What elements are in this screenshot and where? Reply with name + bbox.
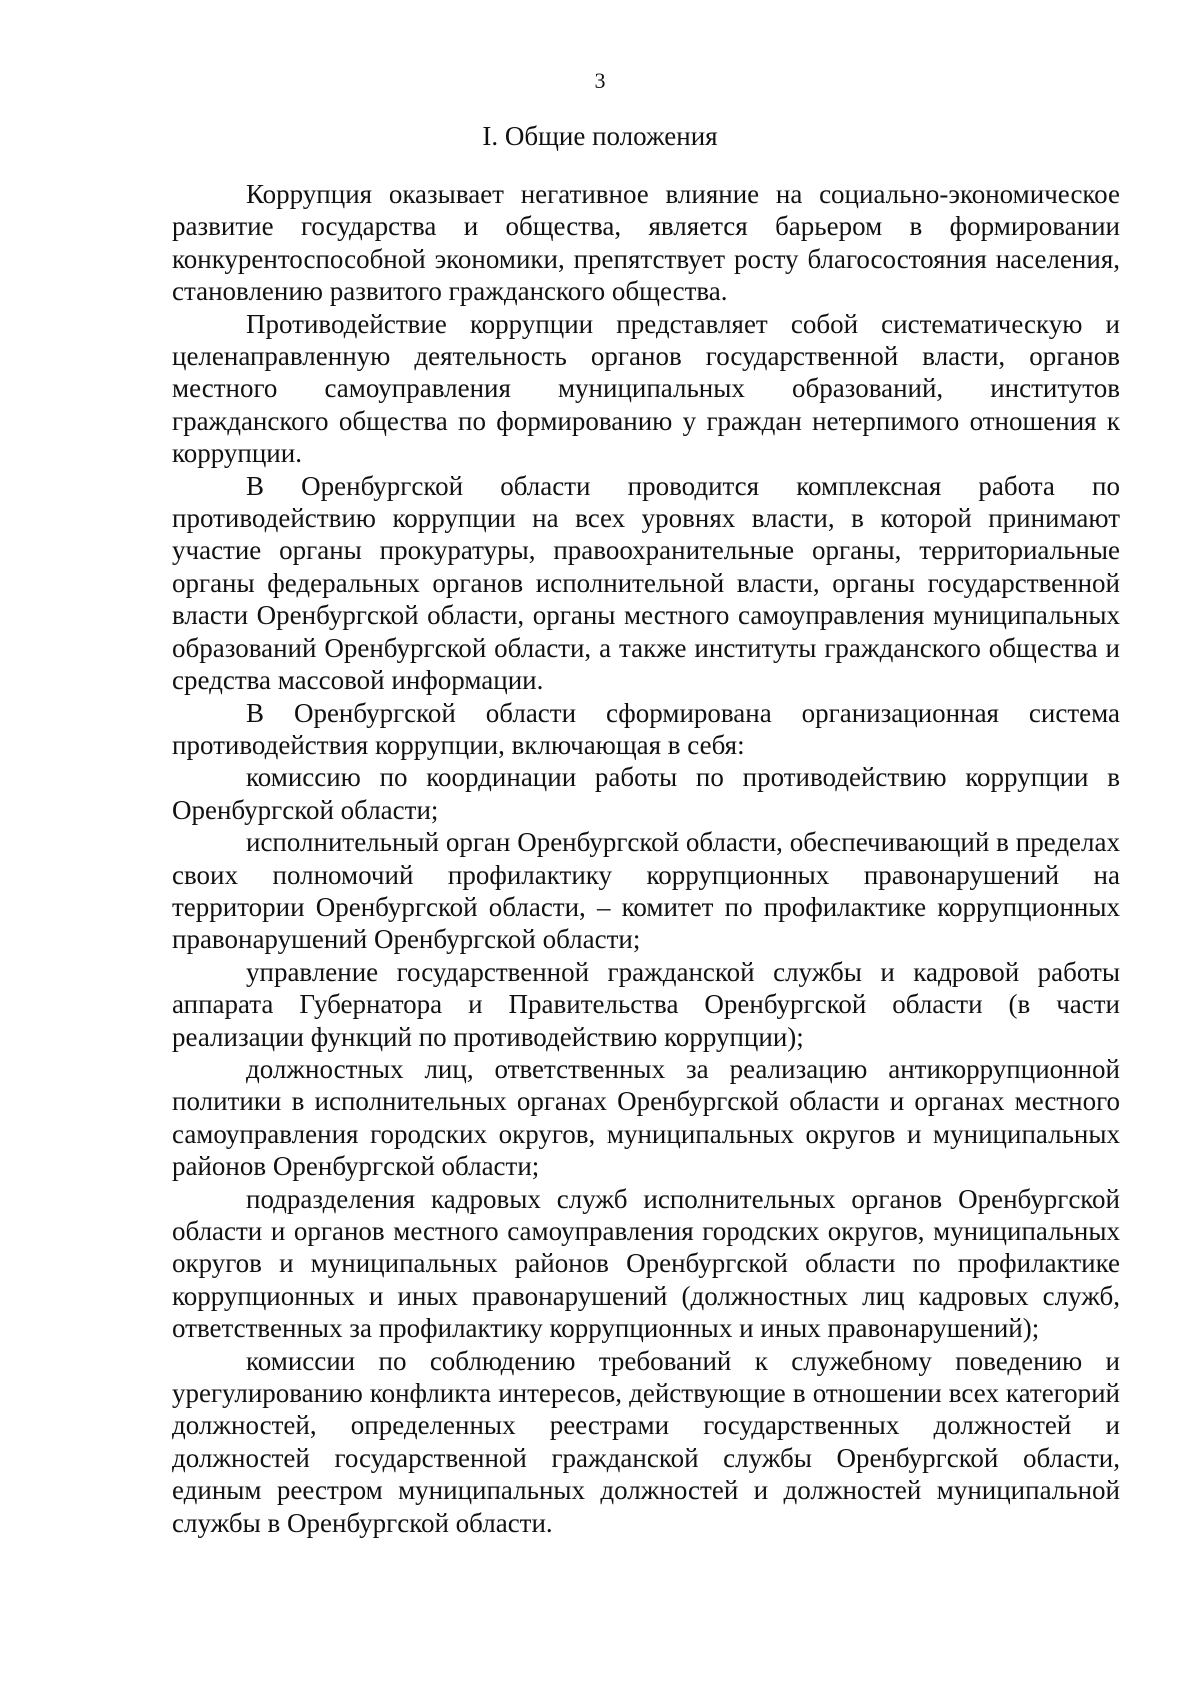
list-item: комиссии по соблюдению требований к служебному поведению и урегулированию конфликта интересов, действующие в отношении всех категорий должностей, определенных реестрами государственных должностей и должностей государственной гражданской службы Оренбургской области, единым реестром муниципальных должностей и должностей муниципальной службы в Оренбургской области. — [172, 1345, 1120, 1538]
page-number: 3 — [594, 68, 606, 93]
paragraph: Коррупция оказывает негативное влияние на социально-экономическое развитие государства и общества, является барьером в формировании конкурентоспособной экономики, препятствует росту благосостояния населения, становлению развитого гражданского общества. — [172, 179, 1120, 307]
paragraph: В Оренбургской области проводится комплексная работа по противодействию коррупции на всех уровнях власти, в которой принимают участие органы прокуратуры, правоохранительные органы, территориальные органы федеральных органов исполнительной власти, органы государственной власти Оренбургской области, органы местного самоуправления муниципальных образований Оренбургской области, а также институты гражданского общества и средства массовой информации. — [172, 470, 1120, 696]
document-body — [172, 178, 1120, 1539]
list-item: должностных лиц, ответственных за реализацию антикоррупционной политики в исполнительных органах Оренбургской области и органах местного самоуправления городских округов, муниципальных округов и муниципальных районов Оренбургской области; — [172, 1053, 1120, 1182]
list-item: подразделения кадровых служб исполнительных органов Оренбургской области и органов местного самоуправления городских округов, муниципальных округов и муниципальных районов Оренбургской области по профилактике коррупционных и иных правонарушений (должностных лиц кадровых служб, ответственных за профилактику коррупционных и иных правонарушений); — [172, 1183, 1120, 1344]
paragraph: В Оренбургской области сформирована организационная система противодействия коррупции, включающая в себя: — [172, 697, 1120, 760]
list-item: исполнительный орган Оренбургской области, обеспечивающий в пределах своих полномочий профилактику коррупционных правонарушений на территории Оренбургской области, – комитет по профилактике коррупционных правонарушений Оренбургской области; — [172, 827, 1120, 955]
section-heading: I. Общие положения — [482, 121, 718, 151]
list-item: комиссию по координации работы по противодействию коррупции в Оренбургской области; — [172, 762, 1120, 825]
paragraph: Противодействие коррупции представляет собой систематическую и целенаправленную деятельность органов государственной власти, органов местного самоуправления муниципальных образований, институтов гражданского общества по формированию у граждан нетерпимого отношения к коррупции. — [172, 308, 1120, 469]
list-item: управление государственной гражданской службы и кадровой работы аппарата Губернатора и Правительства Оренбургской области (в части реализации функций по противодействию коррупции); — [172, 956, 1120, 1052]
